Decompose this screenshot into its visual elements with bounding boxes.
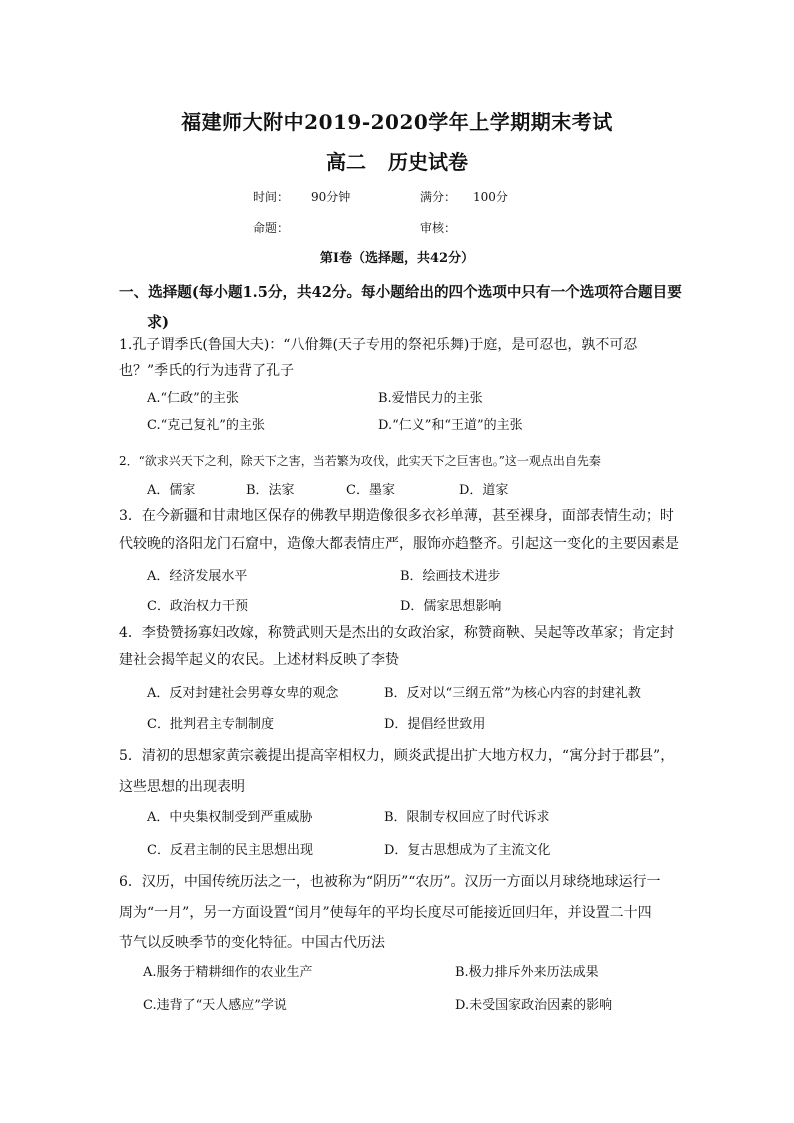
question-6-option-b: B.极力排斥外来历法成果 [455, 965, 599, 980]
exam-subtitle [0, 146, 794, 175]
question-3-option-d: D．儒家思想影响 [400, 599, 502, 614]
question-2-option-b: B．法家 [246, 483, 295, 498]
question-1-option-b: B.爱惜民力的主张 [378, 391, 483, 406]
question-4-option-a: A．反对封建社会男尊女卑的观念 [147, 686, 339, 701]
question-2-option-c: C．墨家 [346, 483, 395, 498]
score-label: 满分： [420, 190, 457, 204]
question-5-text: 5．清初的思想家黄宗羲提出提高宰相权力，顾炎武提出扩大地方权力，“寓分封于郡县”， [119, 748, 675, 764]
question-1-option-c: C.“克己复礼”的主张 [147, 418, 265, 433]
question-3-text: 3．在今新疆和甘肃地区保存的佛教早期造像很多衣衫单薄，甚至裸身，面部表情生动；时 [119, 508, 674, 524]
question-6-text-cont: 周为“一月”，另一方面设置“闰月”使每年的平均长度尽可能接近回归年，并设置二十四 [119, 905, 652, 921]
question-1-option-a: A.“仁政”的主张 [147, 391, 239, 406]
score-value: 100分 [473, 190, 508, 204]
question-5-option-d: D．复古思想成为了主流文化 [384, 843, 551, 858]
question-2-option-a: A．儒家 [147, 483, 196, 498]
reviewer-label: 审核： [420, 221, 457, 235]
question-3-option-c: C．政治权力干预 [147, 599, 248, 614]
section-title: 第Ⅰ卷（选择题，共42分） [319, 251, 475, 266]
question-6-option-c: C.违背了“天人感应”学说 [143, 998, 287, 1013]
section-instruction-cont: 求) [147, 313, 170, 331]
grade-label: 高二 [326, 150, 366, 174]
question-6-text: 6．汉历，中国传统历法之一，也被称为“阴历”“农历”。汉历一方面以月球绕地球运行一 [119, 874, 661, 890]
section-instruction: 一、选择题(每小题1.5分，共42分。每小题给出的四个选项中只有一个选项符合题目要 [119, 284, 682, 301]
subject-label: 历史试卷 [388, 150, 468, 174]
question-6-option-d: D.未受国家政治因素的影响 [455, 998, 613, 1013]
exam-title: 福建师大附中2019-2020学年上学期期末考试 [181, 110, 613, 134]
question-5-text-cont: 这些思想的出现表明 [119, 779, 245, 795]
question-6-text-cont-2: 节气以反映季节的变化特征。中国古代历法 [119, 935, 385, 951]
question-3-option-a: A．经济发展水平 [147, 569, 248, 584]
question-5-option-b: B．限制专权回应了时代诉求 [384, 810, 550, 825]
question-4-option-b: B．反对以“三纲五常”为核心内容的封建礼教 [384, 686, 641, 701]
question-1-text-cont: 也？”季氏的行为违背了孔子 [119, 363, 295, 379]
question-5-option-c: C．反君主制的民主思想出现 [147, 843, 313, 858]
question-1-option-d: D.“仁义”和“王道”的主张 [378, 418, 523, 433]
question-5-option-a: A．中央集权制受到严重威胁 [147, 810, 313, 825]
question-2-option-d: D．道家 [459, 483, 509, 498]
time-value: 90分钟 [311, 190, 351, 204]
question-2-text: 2．“欲求兴天下之利，除天下之害，当若繁为攻伐，此实天下之巨害也。”这一观点出自先秦 [119, 454, 601, 468]
question-4-text: 4．李贽赞扬寡妇改嫁，称赞武则天是杰出的女政治家，称赞商鞅、吴起等改革家；肯定封 [119, 625, 674, 641]
author-label: 命题： [253, 221, 290, 235]
question-4-option-c: C．批判君主专制制度 [147, 717, 274, 732]
question-1-text: 1.孔子谓季氏(鲁国大夫)：“八佾舞(天子专用的祭祀乐舞)于庭，是可忍也，孰不可忍 [119, 337, 638, 353]
question-4-text-cont: 建社会揭竿起义的农民。上述材料反映了李贽 [119, 652, 399, 668]
question-3-text-cont: 代较晚的洛阳龙门石窟中，造像大都表情庄严，服饰亦趋整齐。引起这一变化的主要因素是 [119, 536, 679, 552]
question-4-option-d: D．提倡经世致用 [384, 717, 486, 732]
question-3-option-b: B．绘画技术进步 [400, 569, 501, 584]
question-6-option-a: A.服务于精耕细作的农业生产 [143, 965, 313, 980]
time-label: 时间： [253, 190, 290, 204]
